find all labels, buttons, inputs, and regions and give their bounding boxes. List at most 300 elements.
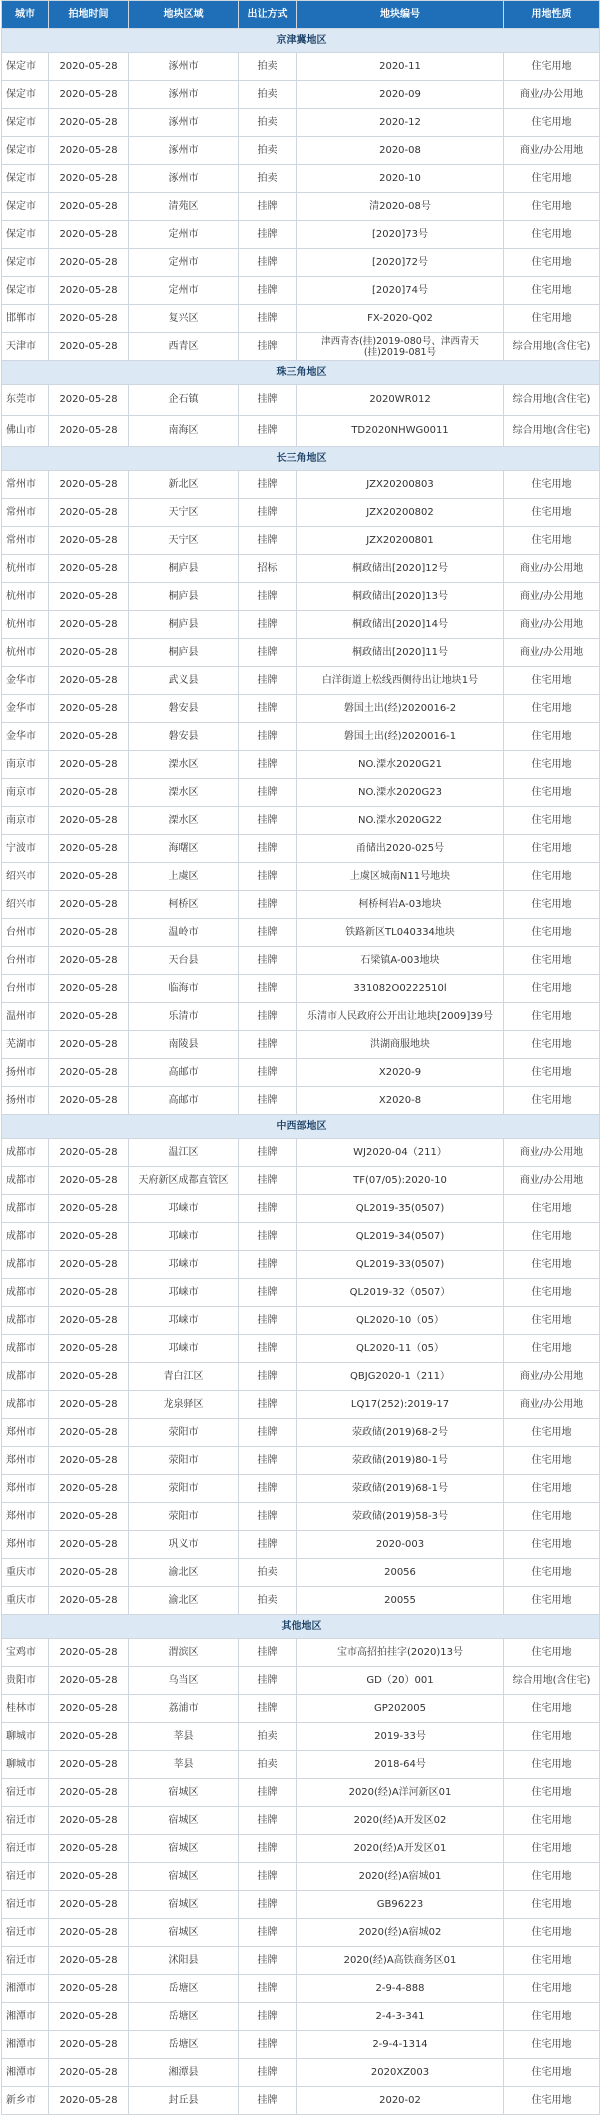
table-row [2,1335,600,1363]
city-cell: 郑州市 [2,1531,49,1559]
parcel-id-cell: 柯桥柯岩A-03地块 [297,891,504,919]
area-cell: 复兴区 [129,305,239,333]
date-cell: 2020-05-28 [49,919,129,947]
area-cell: 定州市 [129,249,239,277]
date-cell: 2020-05-28 [49,53,129,81]
table-row [2,1667,600,1695]
table-row [2,1447,600,1475]
land-use-cell: 住宅用地 [504,1503,600,1531]
area-cell: 湘潭县 [129,2059,239,2087]
land-use-cell: 住宅用地 [504,305,600,333]
date-cell: 2020-05-28 [49,555,129,583]
parcel-id-cell: 2-9-4-888 [297,1975,504,2003]
land-use-cell: 住宅用地 [504,1639,600,1667]
area-cell: 涿州市 [129,109,239,137]
date-cell: 2020-05-28 [49,1087,129,1115]
table-row [2,2087,600,2115]
date-cell: 2020-05-28 [49,1975,129,2003]
region-header-row [2,29,600,53]
table-row [2,779,600,807]
city-cell: 重庆市 [2,1587,49,1615]
table-row [2,835,600,863]
city-cell: 宿迁市 [2,1919,49,1947]
parcel-id-cell: X2020-8 [297,1087,504,1115]
land-use-cell: 住宅用地 [504,1251,600,1279]
method-cell: 挂牌 [239,1167,297,1195]
method-cell: 挂牌 [239,249,297,277]
method-cell: 挂牌 [239,1475,297,1503]
parcel-id-cell: GP202005 [297,1695,504,1723]
table-row [2,639,600,667]
land-use-cell: 住宅用地 [504,249,600,277]
parcel-id-cell: FX-2020-Q02 [297,305,504,333]
table-row [2,1779,600,1807]
region-header-row [2,1115,600,1139]
city-cell: 宿迁市 [2,1779,49,1807]
date-cell: 2020-05-28 [49,723,129,751]
parcel-id-cell: 331082O0222510l [297,975,504,1003]
area-cell: 溧水区 [129,751,239,779]
method-cell: 拍卖 [239,53,297,81]
city-cell: 重庆市 [2,1559,49,1587]
method-cell: 挂牌 [239,611,297,639]
city-cell: 成都市 [2,1251,49,1279]
city-cell: 宿迁市 [2,1807,49,1835]
date-cell: 2020-05-28 [49,1891,129,1919]
city-cell: 杭州市 [2,611,49,639]
city-cell: 宿迁市 [2,1947,49,1975]
parcel-id-cell: 2020-02 [297,2087,504,2115]
area-cell: 涿州市 [129,165,239,193]
parcel-id-cell: 2020-12 [297,109,504,137]
city-cell: 成都市 [2,1139,49,1167]
land-use-cell: 住宅用地 [504,1751,600,1779]
parcel-id-cell: 2020(经)A宿城01 [297,1863,504,1891]
table-row [2,667,600,695]
land-use-cell: 住宅用地 [504,165,600,193]
area-cell: 上虞区 [129,863,239,891]
table-row [2,1695,600,1723]
area-cell: 莘县 [129,1723,239,1751]
date-cell: 2020-05-28 [49,1139,129,1167]
method-cell: 挂牌 [239,527,297,555]
area-cell: 邛崃市 [129,1223,239,1251]
land-use-cell: 住宅用地 [504,1835,600,1863]
date-cell: 2020-05-28 [49,1195,129,1223]
city-cell: 温州市 [2,1003,49,1031]
method-cell: 挂牌 [239,919,297,947]
date-cell: 2020-05-28 [49,1335,129,1363]
table-row [2,1167,600,1195]
table-row [2,137,600,165]
area-cell: 沭阳县 [129,1947,239,1975]
city-cell: 台州市 [2,919,49,947]
table-row [2,1363,600,1391]
city-cell: 保定市 [2,193,49,221]
method-cell: 挂牌 [239,1391,297,1419]
city-cell: 保定市 [2,53,49,81]
land-use-cell: 住宅用地 [504,1807,600,1835]
city-cell: 杭州市 [2,583,49,611]
date-cell: 2020-05-28 [49,333,129,361]
parcel-id-cell: [2020]72号 [297,249,504,277]
city-cell: 南京市 [2,807,49,835]
table-row [2,81,600,109]
table-row [2,555,600,583]
method-cell: 挂牌 [239,695,297,723]
method-cell: 挂牌 [239,1503,297,1531]
table-row [2,1031,600,1059]
region-title: 中西部地区 [2,1115,600,1139]
land-use-cell: 商业/办公用地 [504,583,600,611]
city-cell: 成都市 [2,1223,49,1251]
parcel-id-cell: [2020]74号 [297,277,504,305]
date-cell: 2020-05-28 [49,2031,129,2059]
city-cell: 常州市 [2,527,49,555]
city-cell: 金华市 [2,723,49,751]
table-row [2,947,600,975]
col-header-area: 地块区域 [129,1,239,29]
table-row [2,249,600,277]
method-cell: 挂牌 [239,835,297,863]
city-cell: 湘潭市 [2,2059,49,2087]
date-cell: 2020-05-28 [49,137,129,165]
date-cell: 2020-05-28 [49,221,129,249]
method-cell: 挂牌 [239,1335,297,1363]
table-row [2,1503,600,1531]
land-use-cell: 住宅用地 [504,1779,600,1807]
date-cell: 2020-05-28 [49,1307,129,1335]
table-row [2,1863,600,1891]
area-cell: 企石镇 [129,385,239,416]
table-row [2,499,600,527]
land-use-cell: 住宅用地 [504,471,600,499]
method-cell: 挂牌 [239,1059,297,1087]
city-cell: 保定市 [2,165,49,193]
city-cell: 保定市 [2,81,49,109]
land-use-cell: 综合用地(含住宅) [504,333,600,361]
land-use-cell: 住宅用地 [504,1447,600,1475]
table-row [2,277,600,305]
table-row [2,891,600,919]
method-cell: 挂牌 [239,639,297,667]
city-cell: 湘潭市 [2,2003,49,2031]
land-use-cell: 商业/办公用地 [504,639,600,667]
area-cell: 青白江区 [129,1363,239,1391]
land-use-cell: 住宅用地 [504,193,600,221]
area-cell: 桐庐县 [129,611,239,639]
col-header-method: 出让方式 [239,1,297,29]
city-cell: 湘潭市 [2,1975,49,2003]
method-cell: 挂牌 [239,2031,297,2059]
parcel-id-cell: QL2019-34(0507) [297,1223,504,1251]
land-use-cell: 住宅用地 [504,667,600,695]
land-use-cell: 住宅用地 [504,1723,600,1751]
table-row [2,221,600,249]
table-row [2,305,600,333]
land-use-cell: 住宅用地 [504,1223,600,1251]
parcel-id-cell: QL2019-33(0507) [297,1251,504,1279]
city-cell: 成都市 [2,1391,49,1419]
parcel-id-cell: QL2019-35(0507) [297,1195,504,1223]
method-cell: 挂牌 [239,947,297,975]
city-cell: 金华市 [2,667,49,695]
method-cell: 挂牌 [239,416,297,447]
date-cell: 2020-05-28 [49,1587,129,1615]
city-cell: 绍兴市 [2,891,49,919]
date-cell: 2020-05-28 [49,695,129,723]
date-cell: 2020-05-28 [49,1223,129,1251]
method-cell: 挂牌 [239,891,297,919]
table-row [2,109,600,137]
table-row [2,1559,600,1587]
city-cell: 保定市 [2,221,49,249]
land-use-cell: 住宅用地 [504,53,600,81]
date-cell: 2020-05-28 [49,471,129,499]
method-cell: 拍卖 [239,165,297,193]
parcel-id-cell: 20056 [297,1559,504,1587]
parcel-id-cell: 2-4-3-341 [297,2003,504,2031]
land-use-cell: 商业/办公用地 [504,1391,600,1419]
city-cell: 扬州市 [2,1087,49,1115]
land-use-cell: 住宅用地 [504,1031,600,1059]
parcel-id-cell: QL2019-32（0507） [297,1279,504,1307]
parcel-id-cell: 荥政储(2019)80-1号 [297,1447,504,1475]
area-cell: 龙泉驿区 [129,1391,239,1419]
city-cell: 金华市 [2,695,49,723]
method-cell: 挂牌 [239,583,297,611]
city-cell: 南京市 [2,779,49,807]
parcel-id-cell: TF(07/05):2020-10 [297,1167,504,1195]
date-cell: 2020-05-28 [49,779,129,807]
area-cell: 渝北区 [129,1559,239,1587]
area-cell: 宿城区 [129,1807,239,1835]
city-cell: 宿迁市 [2,1835,49,1863]
table-row [2,333,600,361]
land-use-cell: 住宅用地 [504,751,600,779]
parcel-id-cell: 2020(经)A洋河新区01 [297,1779,504,1807]
area-cell: 邛崃市 [129,1279,239,1307]
area-cell: 渭滨区 [129,1639,239,1667]
method-cell: 挂牌 [239,1307,297,1335]
method-cell: 挂牌 [239,1531,297,1559]
col-header-parcel-id: 地块编号 [297,1,504,29]
land-use-cell: 住宅用地 [504,695,600,723]
city-cell: 杭州市 [2,639,49,667]
area-cell: 荥阳市 [129,1475,239,1503]
parcel-id-cell: LQ17(252):2019-17 [297,1391,504,1419]
date-cell: 2020-05-28 [49,1695,129,1723]
date-cell: 2020-05-28 [49,1807,129,1835]
region-header-row [2,447,600,471]
area-cell: 邛崃市 [129,1307,239,1335]
table-row [2,583,600,611]
land-use-cell: 住宅用地 [504,1587,600,1615]
land-use-cell: 住宅用地 [504,527,600,555]
area-cell: 乐清市 [129,1003,239,1031]
land-use-cell: 住宅用地 [504,779,600,807]
date-cell: 2020-05-28 [49,1639,129,1667]
method-cell: 挂牌 [239,1639,297,1667]
city-cell: 贵阳市 [2,1667,49,1695]
city-cell: 成都市 [2,1335,49,1363]
city-cell: 台州市 [2,975,49,1003]
method-cell: 挂牌 [239,1975,297,2003]
table-row [2,863,600,891]
land-use-cell: 住宅用地 [504,1279,600,1307]
parcel-id-cell: 磐国土出(经)2020016-1 [297,723,504,751]
date-cell: 2020-05-28 [49,1251,129,1279]
method-cell: 挂牌 [239,1447,297,1475]
parcel-id-cell: 洪湖商服地块 [297,1031,504,1059]
parcel-id-cell: 上虞区城南N11号地块 [297,863,504,891]
area-cell: 乌当区 [129,1667,239,1695]
table-row [2,2003,600,2031]
area-cell: 邛崃市 [129,1335,239,1363]
date-cell: 2020-05-28 [49,193,129,221]
table-row [2,1807,600,1835]
table-row [2,1947,600,1975]
date-cell: 2020-05-28 [49,1947,129,1975]
land-use-cell: 住宅用地 [504,1195,600,1223]
date-cell: 2020-05-28 [49,863,129,891]
table-row [2,53,600,81]
table-row [2,1919,600,1947]
city-cell: 湘潭市 [2,2031,49,2059]
city-cell: 新乡市 [2,2087,49,2115]
date-cell: 2020-05-28 [49,975,129,1003]
parcel-id-cell: 桐政储出[2020]12号 [297,555,504,583]
method-cell: 挂牌 [239,2087,297,2115]
table-row [2,385,600,416]
parcel-id-cell: 2020(经)A开发区01 [297,1835,504,1863]
table-row [2,1587,600,1615]
method-cell: 挂牌 [239,1835,297,1863]
city-cell: 郑州市 [2,1447,49,1475]
land-use-cell: 住宅用地 [504,1087,600,1115]
area-cell: 荥阳市 [129,1419,239,1447]
area-cell: 邛崃市 [129,1251,239,1279]
land-use-cell: 综合用地(含住宅) [504,385,600,416]
date-cell: 2020-05-28 [49,499,129,527]
table-row [2,1139,600,1167]
date-cell: 2020-05-28 [49,1031,129,1059]
city-cell: 宿迁市 [2,1891,49,1919]
method-cell: 挂牌 [239,193,297,221]
method-cell: 挂牌 [239,1251,297,1279]
parcel-id-cell: 2-9-4-1314 [297,2031,504,2059]
area-cell: 溧水区 [129,779,239,807]
parcel-id-cell: 2020(经)A开发区02 [297,1807,504,1835]
date-cell: 2020-05-28 [49,1279,129,1307]
land-use-cell: 住宅用地 [504,1891,600,1919]
land-use-cell: 住宅用地 [504,807,600,835]
area-cell: 宿城区 [129,1863,239,1891]
parcel-id-cell: 荥政储(2019)68-2号 [297,1419,504,1447]
parcel-id-cell: 甬储出2020-025号 [297,835,504,863]
method-cell: 拍卖 [239,1559,297,1587]
date-cell: 2020-05-28 [49,583,129,611]
date-cell: 2020-05-28 [49,1559,129,1587]
land-use-cell: 住宅用地 [504,1531,600,1559]
date-cell: 2020-05-28 [49,109,129,137]
area-cell: 涿州市 [129,137,239,165]
land-use-cell: 住宅用地 [504,2059,600,2087]
date-cell: 2020-05-28 [49,1863,129,1891]
city-cell: 杭州市 [2,555,49,583]
method-cell: 挂牌 [239,863,297,891]
date-cell: 2020-05-28 [49,1003,129,1031]
table-row [2,165,600,193]
method-cell: 挂牌 [239,1919,297,1947]
city-cell: 成都市 [2,1307,49,1335]
parcel-id-cell: 2019-33号 [297,1723,504,1751]
method-cell: 拍卖 [239,137,297,165]
date-cell: 2020-05-28 [49,305,129,333]
parcel-id-cell: QBJG2020-1（211） [297,1363,504,1391]
region-title: 京津冀地区 [2,29,600,53]
city-cell: 桂林市 [2,1695,49,1723]
date-cell: 2020-05-28 [49,1835,129,1863]
table-row [2,1751,600,1779]
date-cell: 2020-05-28 [49,2087,129,2115]
area-cell: 宿城区 [129,1779,239,1807]
land-use-cell: 住宅用地 [504,723,600,751]
city-cell: 常州市 [2,471,49,499]
area-cell: 磐安县 [129,695,239,723]
land-use-cell: 住宅用地 [504,835,600,863]
parcel-id-cell: 桐政储出[2020]11号 [297,639,504,667]
table-row [2,723,600,751]
area-cell: 南海区 [129,416,239,447]
method-cell: 挂牌 [239,751,297,779]
date-cell: 2020-05-28 [49,835,129,863]
land-use-cell: 综合用地(含住宅) [504,416,600,447]
area-cell: 邛崃市 [129,1195,239,1223]
parcel-id-cell: 清2020-08号 [297,193,504,221]
area-cell: 武义县 [129,667,239,695]
land-use-cell: 住宅用地 [504,1559,600,1587]
area-cell: 柯桥区 [129,891,239,919]
parcel-id-cell: 磐国土出(经)2020016-2 [297,695,504,723]
date-cell: 2020-05-28 [49,891,129,919]
land-use-cell: 住宅用地 [504,109,600,137]
city-cell: 芜湖市 [2,1031,49,1059]
method-cell: 挂牌 [239,667,297,695]
table-row [2,1279,600,1307]
area-cell: 高邮市 [129,1059,239,1087]
parcel-id-cell: JZX20200803 [297,471,504,499]
method-cell: 挂牌 [239,723,297,751]
parcel-id-cell: 桐政储出[2020]14号 [297,611,504,639]
region-header-row [2,1615,600,1639]
city-cell: 常州市 [2,499,49,527]
parcel-id-cell: 20055 [297,1587,504,1615]
table-row [2,695,600,723]
parcel-id-cell: 宝市高招拍挂字(2020)13号 [297,1639,504,1667]
col-header-land-use: 用地性质 [504,1,600,29]
date-cell: 2020-05-28 [49,277,129,305]
method-cell: 挂牌 [239,1223,297,1251]
region-title: 其他地区 [2,1615,600,1639]
table-row [2,1975,600,2003]
table-body [2,29,600,2115]
area-cell: 溧水区 [129,807,239,835]
area-cell: 桐庐县 [129,639,239,667]
date-cell: 2020-05-28 [49,947,129,975]
method-cell: 挂牌 [239,1807,297,1835]
parcel-id-cell: JZX20200801 [297,527,504,555]
